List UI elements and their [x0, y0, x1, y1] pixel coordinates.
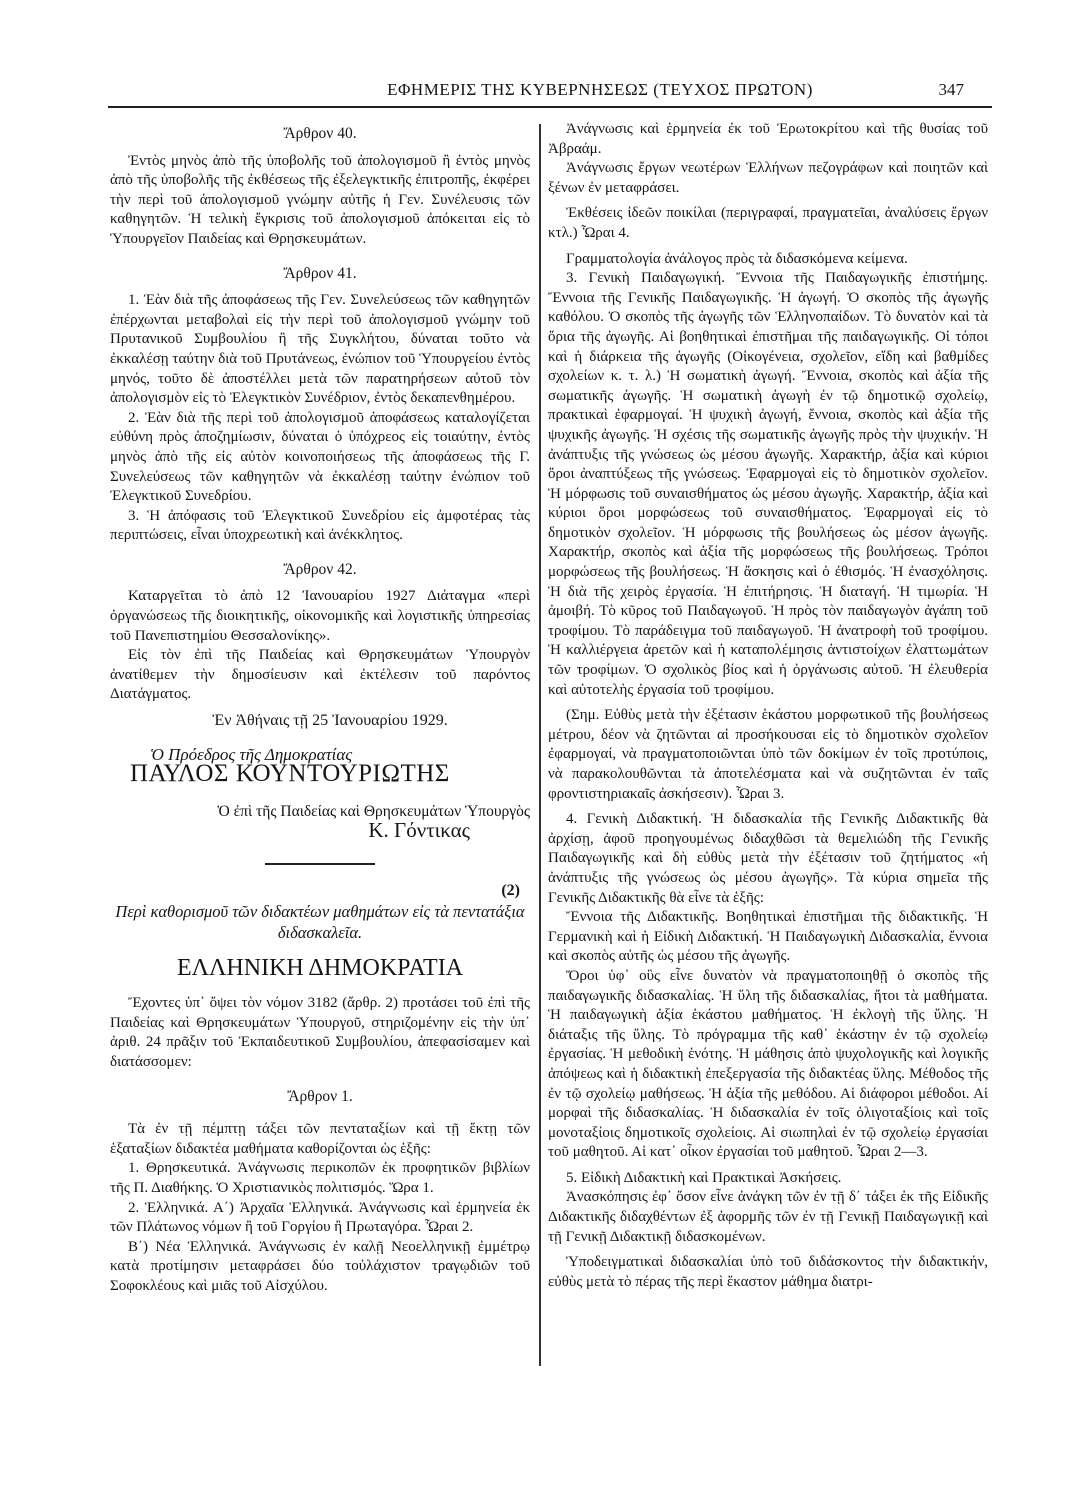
- article-heading: Ἄρθρον 1.: [287, 1087, 353, 1105]
- paragraph: Ὑποδειγματικαὶ διδασκαλίαι ὑπὸ τοῦ διδάσκοντος τὴν διδακτικήν, εὐθὺς μετὰ τὸ πέρας τῆς περὶ ἕκαστον μάθημα διατρι-: [548, 1254, 988, 1290]
- header-rule: [108, 106, 992, 108]
- paragraph: Ἀνάγνωσις καὶ ἑρμηνεία ἐκ τοῦ Ἐρωτοκρίτου καὶ τῆς θυσίας τοῦ Ἀβραάμ.: [548, 121, 988, 157]
- gazette-title: ΕΦΗΜΕΡΙΣ ΤΗΣ ΚΥΒΕΡΝΗΣΕΩΣ (ΤΕΥΧΟΣ ΠΡΩΤΟΝ): [387, 80, 813, 99]
- article-heading: Ἄρθρον 40.: [283, 125, 357, 142]
- paragraph: Ἀνάγνωσις ἔργων νεωτέρων Ἑλλήνων πεζογράφων καὶ ποιητῶν καὶ ξένων ἐν μεταφράσει.: [548, 160, 988, 196]
- page-number: 347: [938, 80, 964, 99]
- paragraph: 2. Ἑλληνικά. Α΄) Ἀρχαῖα Ἑλληνικά. Ἀνάγνωσις καὶ ἑρμηνεία ἐκ τῶν Πλάτωνος νόμων ἢ τοῦ Γοργίου ἢ Πρωταγόρα. Ὧραι 2.: [110, 1199, 530, 1236]
- paragraph: Ὅροι ὑφ᾽ οὓς εἶνε δυνατὸν νὰ πραγματοποιηθῇ ὁ σκοπὸς τῆς παιδαγωγικῆς διδασκαλίας. Ἡ ὕλη τῆς διδασκαλίας, ἤτοι τὰ μαθήματα. Ἡ παιδαγωγικὴ ἀξία ἑκάστου μαθήματος. Ἡ ἐκλογὴ τῆς ὕλης. Ἡ διάταξις τῆς ὕλης. Τὸ πρόγραμμα τῆς καθ᾽ ἑκάστην ἐν τῷ σχολείῳ ἐργασίας. Ἡ μεθοδικὴ ἑνότης. Ἡ μάθησις ἀπὸ ψυχολογικῆς καὶ λογικῆς ἀπόψεως καὶ ἡ διδακτικὴ ἐπεξεργασία τῆς διδακτέας ὕλης. Μέθοδος τῆς ἐν τῷ σχολείῳ μαθήσεως. Ἡ ἀξία τῆς μεθόδου. Αἱ διάφοροι μέθοδοι. Αἱ μορφαὶ τῆς διδασκαλίας. Ἡ διδασκαλία ἐν τοῖς ὀλιγοταξίοις καὶ τοῖς μονοταξίοις δημοτικοῖς σχολείοις. Αἱ σιωπηλαὶ ἐν τῷ σχολείῳ ἐργασίαι τοῦ μαθητοῦ. Αἱ κατ᾽ οἶκον ἐργασίαι τοῦ μαθητοῦ. Ὧραι 2—3.: [548, 967, 988, 1161]
- paragraph: 1. Ἐὰν διὰ τῆς ἀποφάσεως τῆς Γεν. Συνελεύσεως τῶν καθηγητῶν ἐπέρχωνται μεταβολαὶ εἰς τὴν περὶ τοῦ ἀπολογισμοῦ γνώμην τοῦ Πρυτανικοῦ Συμβουλίου ἢ τῆς Συγκλήτου, δύναται τοῦτο νὰ ἐκκαλέσῃ ταύτην διὰ τοῦ Πρυτάνεως, ἐνώπιον τοῦ Ὑπουργείου ἐντὸς μηνός, τοῦτο δὲ ἀποστέλλει μετὰ τῶν παρατηρήσεων αὐτοῦ τὸν ἀπολογισμὸν εἰς τὸ Ἐλεγκτικὸν Συνέδριον, ἐντὸς δεκαπενθημέρου.: [110, 292, 530, 407]
- minister-title: Ὁ ἐπὶ τῆς Παιδείας καὶ Θρησκευμάτων Ὑπουργὸς: [217, 802, 530, 820]
- president-title: Ὁ Πρόεδρος τῆς Δημοκρατίας: [150, 744, 353, 764]
- column-divider: [539, 124, 541, 1366]
- gazette-header: [108, 80, 992, 106]
- paragraph: Καταργεῖται τὸ ἀπὸ 12 Ἰανουαρίου 1927 Διάταγμα «περὶ ὀργανώσεως τῆς διοικητικῆς, οἰκονομικῆς καὶ λογιστικῆς ὑπηρεσίας τοῦ Πανεπιστημίου Θεσσαλονίκης».: [110, 588, 530, 644]
- paragraph: Ἐντὸς μηνὸς ἀπὸ τῆς ὑποβολῆς τοῦ ἀπολογισμοῦ ἢ ἐντὸς μηνὸς ἀπὸ τῆς ὑποβολῆς τῆς ἐκθέσεως τῆς ἐξελεγκτικῆς ἐπιτροπῆς, ἐκφέρει τὴν περὶ τοῦ ἀπολογισμοῦ γνώμην αὐτῆς ἡ Γεν. Συνέλευσις τῶν καθηγητῶν. Ἡ τελικὴ ἔγκρισις τοῦ ἀπολογισμοῦ ἀπόκειται εἰς τὸ Ὑπουργεῖον Παιδείας καὶ Θρησκευμάτων.: [110, 152, 530, 247]
- decree-date: Ἐν Ἀθήναις τῇ 25 Ἰανουαρίου 1929.: [212, 712, 448, 730]
- article-heading: Ἄρθρον 41.: [283, 264, 357, 282]
- paragraph: Ἔννοια τῆς Διδακτικῆς. Βοηθητικαὶ ἐπιστῆμαι τῆς διδακτικῆς. Ἡ Γερμανικὴ καὶ ἡ Εἰδικὴ Διδακτική. Ἡ Παιδαγωγικὴ Διδασκαλία, ἔννοια καὶ σκοπὸς αὐτῆς ὡς μέσου τῆς ἀγωγῆς.: [548, 909, 988, 965]
- paragraph: Τὰ ἐν τῇ πέμπτῃ τάξει τῶν πενταταξίων καὶ τῇ ἕκτῃ τῶν ἑξαταξίων διδακτέα μαθήματα καθορίζονται ὡς ἑξῆς:: [110, 1121, 530, 1157]
- section-divider: [265, 863, 375, 865]
- paragraph: 3. Ἡ ἀπόφασις τοῦ Ἐλεγκτικοῦ Συνεδρίου εἰς ἀμφοτέρας τὰς περιπτώσεις, εἶναι ὑποχρεωτικὴ καὶ ἀνέκκλητος.: [110, 507, 530, 544]
- president-name: ΠΑΥΛΟΣ ΚΟΥΝΤΟΥΡΙΩΤΗΣ: [130, 760, 450, 788]
- minister-name: Κ. Γόντικας: [368, 818, 470, 843]
- paragraph: 2. Ἐὰν διὰ τῆς περὶ τοῦ ἀπολογισμοῦ ἀποφάσεως καταλογίζεται εὐθύνη πρὸς ἀποζημίωσιν, δύναται ὁ ὑπόχρεος εἰς τοιαύτην, ἐντὸς μηνὸς ἀπὸ τῆς εἰς αὐτὸν κοινοποιήσεως τῆς ἀποφάσεως τῆς Γ. Συνελεύσεως τῶν καθηγητῶν νὰ ἐκκαλέσῃ ταύτην ἐνώπιον τοῦ Ἐλεγκτικοῦ Συνεδρίου.: [110, 409, 530, 505]
- preamble: Ἔχοντες ὑπ᾽ ὄψει τὸν νόμον 3182 (ἄρθρ. 2) προτάσει τοῦ ἐπὶ τῆς Παιδείας καὶ Θρησκευμάτων Ὑπουργοῦ, στηριζομένην εἰς τὴν ὑπ᾽ ἀριθ. 24 πρᾶξιν τοῦ Ἐκπαιδευτικοῦ Συμβουλίου, ἀπεφασίσαμεν καὶ διατάσσομεν:: [110, 995, 530, 1070]
- right-column: [548, 120, 988, 1292]
- paragraph: Γραμματολογία ἀνάλογος πρὸς τὰ διδασκόμενα κείμενα.: [566, 250, 908, 267]
- paragraph: 4. Γενικὴ Διδακτική. Ἡ διδασκαλία τῆς Γενικῆς Διδακτικῆς θὰ ἀρχίσῃ, ἀφοῦ προηγουμένως διδαχθῶσι τὰ θεμελιώδη τῆς Γενικῆς Παιδαγωγικῆς καὶ δὴ εὐθὺς μετὰ τὴν ἐξέτασιν τοῦ ζητήματος «ἡ ἀνάπτυξις τῆς γνώσεως ὡς μέσου ἀγωγῆς». Τὰ κύρια σημεῖα τῆς Γενικῆς Διδακτικῆς θὰ εἶνε τὰ ἑξῆς:: [548, 811, 988, 906]
- paragraph: 3. Γενικὴ Παιδαγωγική. Ἔννοια τῆς Παιδαγωγικῆς ἐπιστήμης. Ἔννοια τῆς Γενικῆς Παιδαγωγικῆς. Ἡ ἀγωγή. Ὁ σκοπὸς τῆς ἀγωγῆς καθόλου. Ὁ σκοπὸς τῆς ἀγωγῆς τῶν Ἑλληνοπαίδων. Τὸ δυνατὸν καὶ τὰ ὅρια τῆς ἀγωγῆς. Αἱ βοηθητικαὶ ἐπιστῆμαι τῆς παιδαγωγικῆς. Οἱ τόποι καὶ ἡ διάρκεια τῆς ἀγωγῆς (Οἰκογένεια, σχολεῖον, εἴδη καὶ βαθμίδες σχολείων κ. τ. λ.) Ἡ σωματικὴ ἀγωγή. Ἔννοια, σκοπὸς καὶ ἀξία τῆς σωματικῆς ἀγωγῆς. Ἡ σωματικὴ ἀγωγὴ ἐν τῷ δημοτικῷ σχολείῳ, πρακτικαὶ ἐφαρμογαί. Ἡ ψυχικὴ ἀγωγή, ἔννοια, σκοπὸς καὶ ἀξία τῆς ψυχικῆς ἀγωγῆς. Ἡ σχέσις τῆς σωματικῆς ἀγωγῆς πρὸς τὴν ψυχικήν. Ἡ ἀνάπτυξις τῆς γνώσεως ὡς μέσου ἀγωγῆς. Χαρακτήρ, ἀξία καὶ κύριοι ὅροι ἀναπτύξεως τῆς γνώσεως. Ἐφαρμογαὶ εἰς τὸ δημοτικὸν σχολεῖον. Ἡ μόρφωσις τοῦ συναισθήματος ὡς μέσου ἀγωγῆς. Χαρακτήρ, ἀξία καὶ κύριοι ὅροι μορφώσεως τοῦ συναισθήματος. Ἐφαρμογαὶ εἰς τὸ δημοτικὸν σχολεῖον. Ἡ μόρφωσις τῆς βουλήσεως ὡς μέσον ἀγωγῆς. Χαρακτήρ, σκοπὸς καὶ ἀξία τῆς μορφώσεως τῆς βουλήσεως. Τρόποι μορφώσεως τῆς βουλήσεως. Ἡ ἄσκησις καὶ ὁ ἐθισμός. Ἡ ἐνασχόλησις. Ἡ διὰ τῆς χειρὸς ἐργασία. Ἡ ἐπιτήρησις. Ἡ διαταγή. Ἡ τιμωρία. Ἡ ἀμοιβή. Τὸ κῦρος τοῦ Παιδαγωγοῦ. Ἡ πρὸς τὸν παιδαγωγὸν ἀγάπη τοῦ τροφίμου. Τὸ παράδειγμα τοῦ παιδαγωγοῦ. Ἡ ἀνατροφὴ τοῦ τροφίμου. Ἡ καλλιέργεια ἀρετῶν καὶ ἡ καταπολέμησις ἀντιστοίχων ἐλαττωμάτων τῶν τροφίμων. Ὁ σχολικὸς βίος καὶ ἡ ὀργάνωσις αὐτοῦ. Ἡ ἐλευθερία καὶ αὐτοτελὴς ἐργασία τοῦ τροφίμου.: [548, 270, 988, 698]
- paragraph: Ἐκθέσεις ἰδεῶν ποικίλαι (περιγραφαί, πραγματεῖαι, ἀναλύσεις ἔργων κτλ.) Ὧραι 4.: [548, 205, 988, 241]
- paragraph: Ἀνασκόπησις ἐφ᾽ ὅσον εἶνε ἀνάγκη τῶν ἐν τῇ δ΄ τάξει ἐκ τῆς Εἰδικῆς Διδακτικῆς διδαχθέντων ἐξ ἀφορμῆς τῶν ἐν τῇ Γενικῇ Παιδαγωγικῇ καὶ τῇ Γενικῇ Διδακτικῇ διδασκομένων.: [548, 1189, 988, 1245]
- article-heading: Ἄρθρον 42.: [283, 560, 357, 578]
- decree-number: (2): [501, 882, 520, 899]
- paragraph: Εἰς τὸν ἐπὶ τῆς Παιδείας καὶ Θρησκευμάτων Ὑπουργὸν ἀνατίθεμεν τὴν δημοσίευσιν καὶ ἐκτέλεσιν τοῦ παρόντος Διατάγματος.: [110, 647, 530, 703]
- left-column: [110, 120, 530, 1297]
- decree-title: Περὶ καθορισμοῦ τῶν διδακτέων μαθημάτων εἰς τὰ πεντατάξια διδασκαλεῖα.: [115, 901, 525, 942]
- paragraph: (Σημ. Εὐθὺς μετὰ τὴν ἐξέτασιν ἑκάστου μορφωτικοῦ τῆς βουλήσεως μέτρου, δέον νὰ ζητῶνται αἱ προσήκουσαι εἰς τὸ δημοτικὸν σχολεῖον ἐφαρμογαί, νὰ πραγματοποιῶνται ὑπὸ τῶν δοκίμων ἐν τοῖς προτύποις, νὰ παρακολουθῶνται τὰ ἀποτελέσματα καὶ νὰ συζητῶνται ἐν ταῖς φροντιστηριακαῖς ἀσκήσεσιν). Ὧραι 3.: [548, 707, 988, 802]
- paragraph: Β΄) Νέα Ἑλληνικά. Ἀνάγνωσις ἐν καλῇ Νεοελληνικῇ ἐμμέτρῳ κατὰ προτίμησιν μεταφράσει δύο τοὐλάχιστον τραγῳδιῶν τοῦ Σοφοκλέους καὶ μιᾶς τοῦ Αἰσχύλου.: [110, 1238, 530, 1294]
- republic-heading: ΕΛΛΗΝΙΚΗ ΔΗΜΟΚΡΑΤΙΑ: [176, 954, 464, 981]
- section-heading: 5. Εἰδικὴ Διδακτικὴ καὶ Πρακτικαὶ Ἀσκήσεις.: [566, 1169, 842, 1186]
- paragraph: 1. Θρησκευτικά. Ἀνάγνωσις περικοπῶν ἐκ προφητικῶν βιβλίων τῆς Π. Διαθήκης. Ὁ Χριστιανικὸς πολιτισμός. Ὥρα 1.: [110, 1160, 530, 1196]
